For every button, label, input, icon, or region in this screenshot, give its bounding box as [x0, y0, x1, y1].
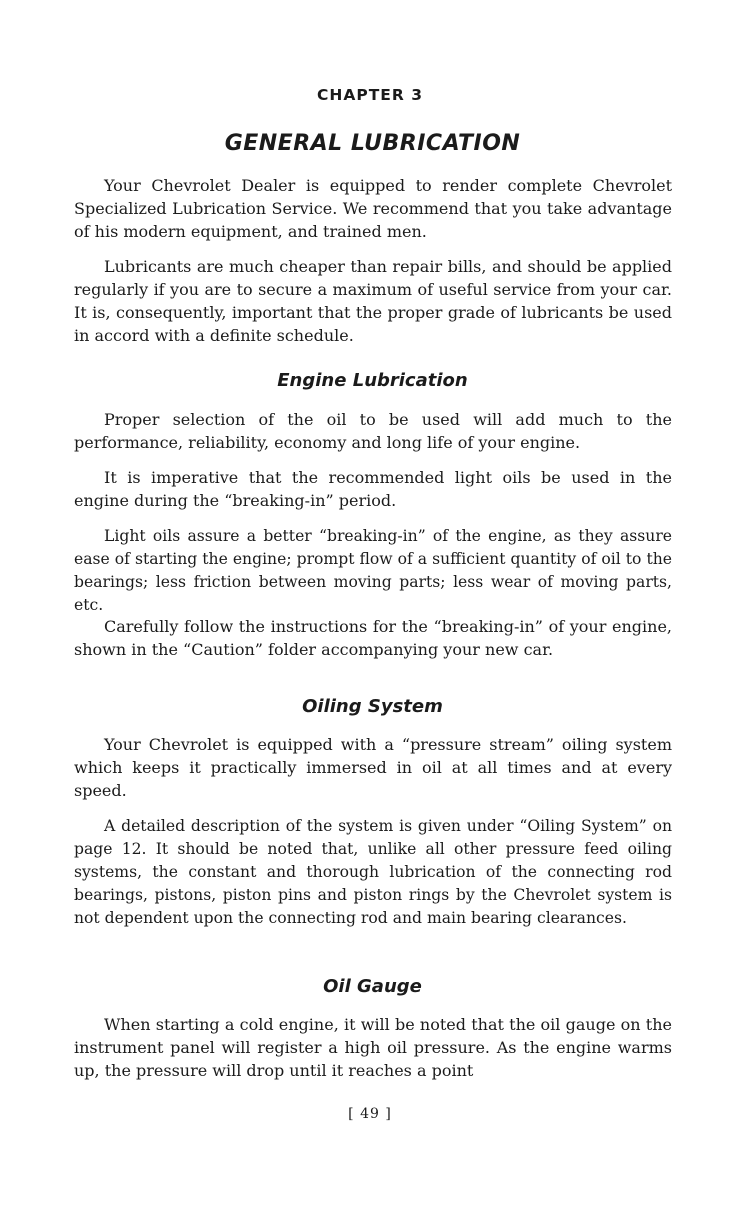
oiling-paragraph-1: Your Chevrolet is equipped with a “pressure stream” oiling system which keeps it practically immersed in oil at all times and at every speed. [74, 735, 672, 800]
engine-paragraph-4: Carefully follow the instructions for the “breaking-in” of your engine, shown in the “Caution” folder accompanying your new car. [74, 617, 672, 659]
chapter-title: GENERAL LUBRICATION [224, 131, 521, 156]
section-heading-engine-lubrication: Engine Lubrication [277, 370, 468, 391]
section-heading-oil-gauge: Oil Gauge [323, 976, 422, 997]
chapter-label: CHAPTER 3 [317, 86, 423, 104]
intro-paragraph-1: Your Chevrolet Dealer is equipped to render complete Chevrolet Specialized Lubrication Service. We recommend that you take advantage of his modern equipment, and trained men. [74, 176, 672, 241]
oil-gauge-paragraph-1: When starting a cold engine, it will be noted that the oil gauge on the instrument panel will register a high oil pressure. As the engine warms up, the pressure will drop until it reaches a point [74, 1015, 672, 1080]
engine-paragraph-3: Light oils assure a better “breaking-in” of the engine, as they assure ease of starting the engine; prompt flow of a sufficient quantity of oil to the bearings; less friction between moving parts; less wear of moving parts, etc. [74, 527, 672, 614]
engine-paragraph-2: It is imperative that the recommended light oils be used in the engine during the “breaking-in” period. [74, 468, 672, 510]
intro-paragraph-2: Lubricants are much cheaper than repair bills, and should be applied regularly if you are to secure a maximum of useful service from your car. It is, consequently, important that the proper grade of lubricants be used in accord with a definite schedule. [74, 257, 672, 345]
section-heading-oiling-system: Oiling System [302, 696, 443, 717]
engine-paragraph-1: Proper selection of the oil to be used will add much to the performance, reliability, economy and long life of your engine. [74, 410, 672, 452]
page-number: [ 49 ] [348, 1106, 392, 1122]
oiling-paragraph-2: A detailed description of the system is given under “Oiling System” on page 12. It should be noted that, unlike all other pressure feed oiling systems, the constant and thorough lubrication of the connecting rod bearings, pistons, piston pins and piston rings by the Chevrolet system is not dependent upon the connecting rod and main bearing clearances. [74, 817, 672, 927]
